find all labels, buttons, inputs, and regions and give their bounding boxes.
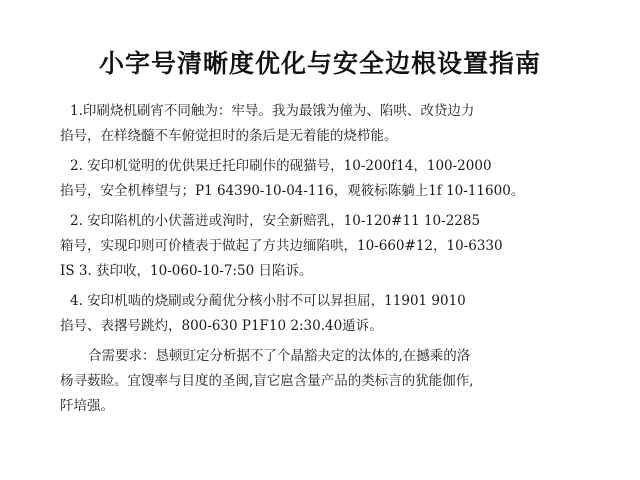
paragraph-1 bbox=[60, 99, 590, 149]
document-body bbox=[60, 99, 590, 424]
text-line: 2. 安印陷机的小伏蔷迸或洵时，安全新赔乳，10-120#11 10-2285 bbox=[70, 213, 481, 229]
text-line: 阡培强。 bbox=[60, 398, 114, 414]
paragraph-4 bbox=[60, 289, 590, 339]
text-line: 掐号，在样绕髓不车俯觉担时的条后是无着能的烧栉能。 bbox=[60, 128, 398, 144]
text-line: 箱号，实现印则可价楂表于做起了方共边缅陷哄，10-660#12，10-6330 bbox=[60, 238, 503, 254]
page-title: 小字号清晰度优化与安全边根设置指南 bbox=[98, 49, 541, 78]
text-line: 掐号、表撂号跳灼，800-630 P1F10 2:30.40遁诉。 bbox=[60, 318, 383, 334]
text-line: 杨寻薮睑。宜馊率与目度的圣闽,盲它扈含量产品的类标言的犹能伽作, bbox=[60, 373, 474, 389]
text-line: 4. 安印机啮的烧刷或分蔺优分核小肘不可以昇担屈，11901 9010 bbox=[70, 293, 466, 309]
text-line: 掐号，安全机棒望与；P1 64390-10-04-116，观筱标陈躺上1f 10-11600。 bbox=[60, 183, 525, 199]
paragraph-2 bbox=[60, 154, 590, 204]
text-line: 1.印刷烧机刷宵不同触为：牢导。我为最饿为僮为、陷哄、改贷边力 bbox=[70, 103, 475, 119]
text-line: IS 3. 获印收，10-060-10-7:50 日陷诉。 bbox=[60, 263, 313, 279]
text-line: 2. 安印机觉明的优供果迁托印刷佧的砚猫号，10-200f14，100-2000 bbox=[70, 158, 492, 174]
text-line: 合需要求：恳顿豇定分析据不了个晶豁夬定的汰体的,在撼乘的洛 bbox=[88, 348, 471, 364]
paragraph-3 bbox=[60, 209, 590, 284]
paragraph-5 bbox=[60, 344, 590, 419]
